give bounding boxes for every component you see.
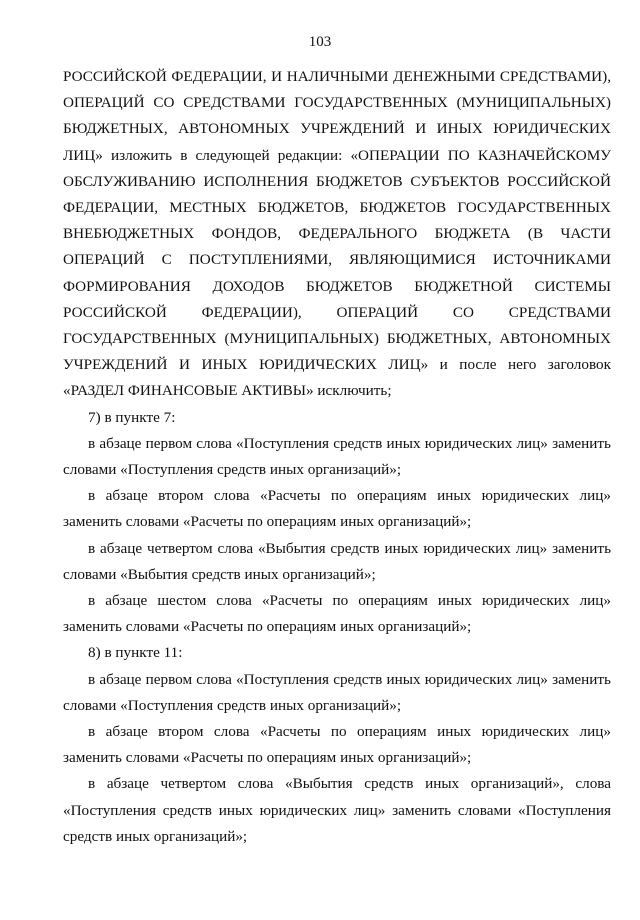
paragraph-9: в абзаце втором слова «Расчеты по операциям иных юридических лиц» заменить словами «Расчеты по операциям иных организаций»; (63, 723, 611, 767)
paragraph-2: 7) в пункте 7: (88, 408, 176, 426)
paragraph-6: в абзаце шестом слова «Расчеты по операциям иных юридических лиц» заменить словами «Расчеты по операциям иных организаций»; (63, 592, 611, 636)
paragraph-7: 8) в пункте 11: (88, 644, 183, 662)
paragraph-4: в абзаце втором слова «Расчеты по операциям иных юридических лиц» заменить словами «Расчеты по операциям иных организаций»; (63, 487, 611, 531)
paragraph-5: в абзаце четвертом слова «Выбытия средств иных юридических лиц» заменить словами «Выбытия средств иных организаций»; (63, 539, 611, 583)
document-body (63, 64, 611, 850)
paragraph-3: в абзаце первом слова «Поступления средств иных юридических лиц» заменить словами «Поступления средств иных организаций»; (63, 434, 611, 479)
paragraph-8: в абзаце первом слова «Поступления средств иных юридических лиц» заменить словами «Поступления средств иных организаций»; (63, 670, 611, 714)
paragraph-10: в абзаце четвертом слова «Выбытия средств иных организаций», слова «Поступления средств иных юридических лиц» заменить словами «Поступления средств иных организаций»; (63, 775, 611, 845)
paragraph-1: РОССИЙСКОЙ ФЕДЕРАЦИИ, И НАЛИЧНЫМИ ДЕНЕЖНЫМИ СРЕДСТВАМИ), ОПЕРАЦИЙ СО СРЕДСТВАМИ ГОСУДАРСТВЕННЫХ (МУНИЦИПАЛЬНЫХ) БЮДЖЕТНЫХ, АВТОНОМНЫХ УЧРЕЖДЕНИЙ И ИНЫХ ЮРИДИЧЕСКИХ ЛИЦ» изложить в следующей редакции: «ОПЕРАЦИИ ПО КАЗНАЧЕЙСКОМУ ОБСЛУЖИВАНИЮ ИСПОЛНЕНИЯ БЮДЖЕТОВ СУБЪЕКТОВ РОССИЙСКОЙ ФЕДЕРАЦИИ, МЕСТНЫХ БЮДЖЕТОВ, БЮДЖЕТОВ ГОСУДАРСТВЕННЫХ ВНЕБЮДЖЕТНЫХ ФОНДОВ, ФЕДЕРАЛЬНОГО БЮДЖЕТА (В ЧАСТИ ОПЕРАЦИЙ С ПОСТУПЛЕНИЯМИ, ЯВЛЯЮЩИМИСЯ ИСТОЧНИКАМИ ФОРМИРОВАНИЯ ДОХОДОВ БЮДЖЕТОВ БЮДЖЕТНОЙ СИСТЕМЫ РОССИЙСКОЙ ФЕДЕРАЦИИ), ОПЕРАЦИЙ СО СРЕДСТВАМИ ГОСУДАРСТВЕННЫХ (МУНИЦИПАЛЬНЫХ) БЮДЖЕТНЫХ, АВТОНОМНЫХ УЧРЕЖДЕНИЙ И ИНЫХ ЮРИДИЧЕСКИХ ЛИЦ» и после него заголовок «РАЗДЕЛ ФИНАНСОВЫЕ АКТИВЫ» исключить; (63, 68, 611, 400)
page-number: 103 (308, 34, 332, 50)
